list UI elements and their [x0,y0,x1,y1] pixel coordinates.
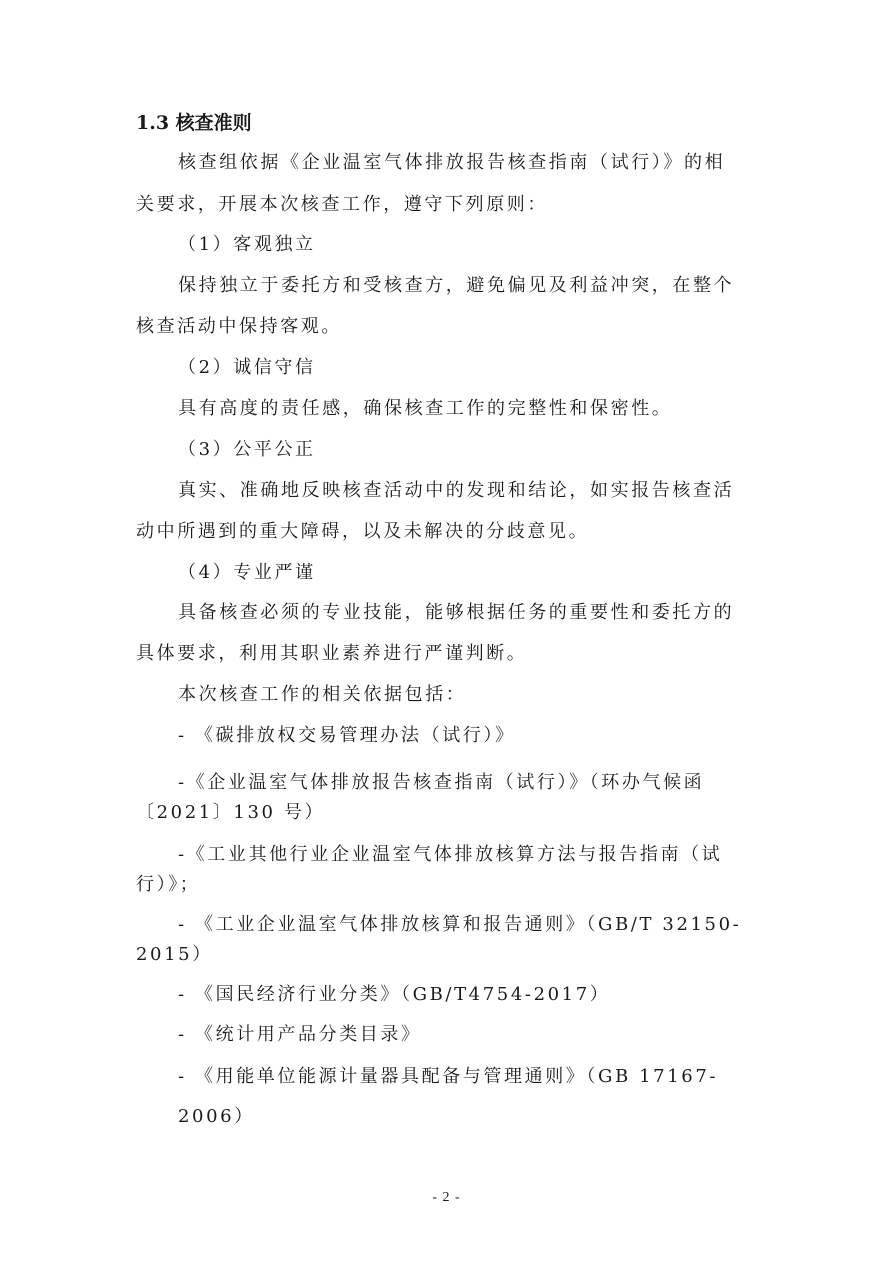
reference-item: - 《统计用产品分类目录》 [178,1024,422,1045]
reference-item: - 《国民经济行业分类》（GB/T4754-2017） [178,984,611,1005]
principle-heading: （2）诚信守信 [178,357,316,378]
body-line: 核查组依据《企业温室气体排放报告核查指南（试行）》的相 [178,152,726,173]
reference-item-continued: 2006） [178,1106,255,1127]
principle-heading: （3）公平公正 [178,439,316,460]
body-line: 具备核查必须的专业技能，能够根据任务的重要性和委托方的 [178,602,735,623]
reference-item: -《企业温室气体排放报告核查指南（试行）》（环办气候函 [178,772,705,793]
body-line: 真实、准确地反映核查活动中的发现和结论，如实报告核查活 [178,480,735,501]
body-line: 具体要求，利用其职业素养进行严谨判断。 [136,643,528,664]
principle-heading: （1）客观独立 [178,234,316,255]
body-line: 动中所遇到的重大障碍，以及未解决的分歧意见。 [136,521,590,542]
reference-item: - 《用能单位能源计量器具配备与管理通则》（GB 17167- [178,1066,719,1087]
body-line: 具有高度的责任感，确保核查工作的完整性和保密性。 [178,398,673,419]
body-line: 关要求，开展本次核查工作，遵守下列原则： [136,194,548,215]
reference-item: -《工业其他行业企业温室气体排放核算方法与报告指南（试 [178,844,723,865]
section-heading: 1.3 核查准则 [136,112,252,134]
principle-heading: （4）专业严谨 [178,562,316,583]
body-line: 本次核查工作的相关依据包括： [178,684,467,705]
reference-item-continued: 2015） [136,944,213,965]
reference-item-continued: 〔2021〕130 号） [136,802,326,823]
body-line: 核查活动中保持客观。 [136,316,342,337]
reference-item: - 《碳排放权交易管理办法（试行）》 [178,725,516,746]
reference-item-continued: 行）》； [136,874,201,895]
body-line: 保持独立于委托方和受核查方，避免偏见及利益冲突，在整个 [178,275,735,296]
reference-item: - 《工业企业温室气体排放核算和报告通则》（GB/T 32150- [178,914,742,935]
page-number: - 2 - [432,1190,461,1205]
